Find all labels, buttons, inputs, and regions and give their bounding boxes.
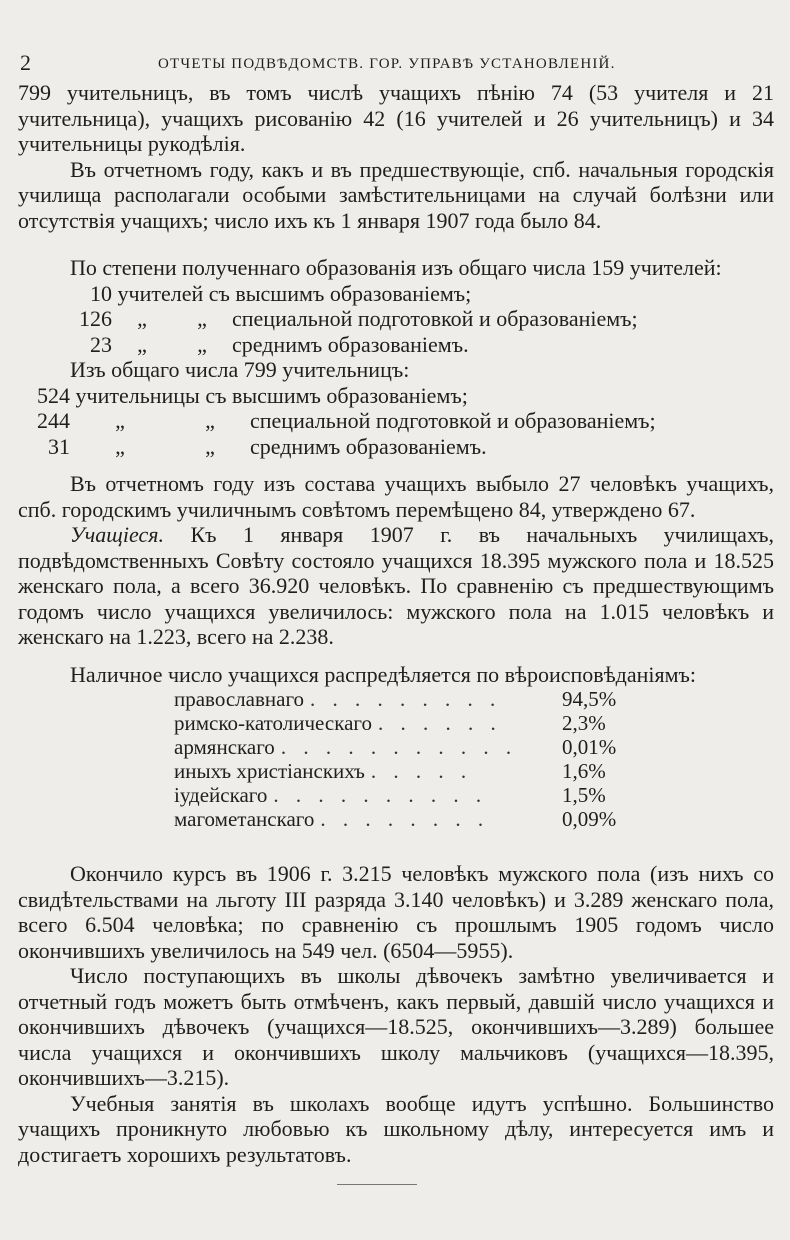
list-item: 31 „ „ среднимъ образованіемъ. bbox=[48, 433, 487, 459]
list-item: 524 учительницы съ высшимъ образованіемъ; bbox=[37, 382, 468, 408]
paragraph-staff-changes: Въ отчетномъ году изъ состава учащихъ выбыло 27 человѣкъ учащихъ, спб. городскимъ училичнымъ совѣтомъ перемѣщено 84, утверждено 67. bbox=[18, 471, 774, 522]
table-row: римско-католическаго . . . . . . 2,3% bbox=[174, 711, 606, 735]
paragraph-substitutes: Въ отчетномъ году, какъ и въ предшествующіе, спб. начальныя городскія училища располагали особыми замѣстительницами на случай болѣзни или отсутствія учащихъ; число ихъ къ 1 января 1907 года было 84. bbox=[18, 156, 774, 233]
table-row: иныхъ христіанскихъ . . . . . 1,6% bbox=[174, 759, 606, 783]
paragraph-graduates: Окончило курсъ въ 1906 г. 3.215 человѣкъ мужского пола (изъ нихъ со свидѣтельствами на льготу III разряда 3.140 человѣкъ) и 3.289 женскаго пола, всего 6.504 человѣка; по сравненію съ прошлымъ 1905 годомъ число окончившихъ увеличилось на 549 чел. (6504—5955). bbox=[18, 861, 774, 963]
footer-divider bbox=[337, 1184, 417, 1185]
teachers-education-list bbox=[18, 281, 774, 358]
paragraph-conclusion: Учебныя занятія въ школахъ вообще идутъ успѣшно. Большинство учащихъ проникнуто любовью къ школьному дѣлу, интересуется имъ и достигаетъ хорошихъ результатовъ. bbox=[18, 1090, 774, 1167]
women-education-list bbox=[18, 383, 774, 460]
list-item: 23 „ „ среднимъ образованіемъ. bbox=[90, 331, 469, 357]
page-number: 2 bbox=[20, 50, 31, 75]
religion-table bbox=[174, 687, 774, 831]
table-row: православнаго . . . . . . . . . 94,5% bbox=[174, 687, 617, 711]
paragraph-education-intro: По степени полученнаго образованія изъ общаго числа 159 учителей: bbox=[70, 255, 722, 280]
list-item: 10 учителей съ высшимъ образованіемъ; bbox=[90, 280, 472, 306]
list-item: 244 „ „ специальной подготовкой и образованіемъ; bbox=[37, 408, 656, 433]
paragraph-girls-enrollment: Число поступающихъ въ школы дѣвочекъ замѣтно увеличивается и отчетный годъ можетъ быть отмѣченъ, какъ первый, давшій число учащихся и окончившихъ дѣвочекъ (учащихся—18.525, окончившихъ—3.289) большее числа учащихся и окончившихъ школу мальчиковъ (учащихся—18.395, окончившихъ—3.215). bbox=[18, 963, 774, 1090]
table-row: армянскаго . . . . . . . . . . . 0,01% bbox=[174, 735, 617, 759]
women-intro: Изъ общаго числа 799 учительницъ: bbox=[70, 357, 410, 382]
running-title: ОТЧЕТЫ ПОДВѢДОМСТВ. ГОР. УПРАВѢ УСТАНОВЛЕНІЙ. bbox=[158, 56, 616, 72]
paragraph-teachers-count: 799 учительницъ, въ томъ числѣ учащихъ пѣнію 74 (53 учителя и 21 учительница), учащихъ рисованію 42 (16 учителей и 26 учительницъ) и 34 учительницы рукодѣлія. bbox=[18, 80, 774, 156]
table-row: іудейскаго . . . . . . . . . . 1,5% bbox=[174, 783, 606, 807]
paragraph-religion-intro: Наличное число учащихся распредѣляется по вѣроисповѣданіямъ: bbox=[70, 661, 697, 687]
page-header bbox=[18, 50, 774, 80]
section-heading-students: Учащіеся. bbox=[70, 522, 164, 547]
list-item: 126 „ „ специальной подготовкой и образованіемъ; bbox=[79, 306, 638, 331]
paragraph-students: Учащіеся. Къ 1 января 1907 г. въ начальныхъ училищахъ, подвѣдомственныхъ Совѣту состояло учащихся 18.395 мужского пола и 18.525 женскаго пола, а всего 36.920 человѣкъ. По сравненію съ предшествующимъ годомъ число учащихся увеличилось: мужского пола на 1.015 человѣкъ и женскаго на 1.223, всего на 2.238. bbox=[18, 522, 774, 649]
table-row: магометанскаго . . . . . . . . 0,09% bbox=[174, 807, 617, 831]
